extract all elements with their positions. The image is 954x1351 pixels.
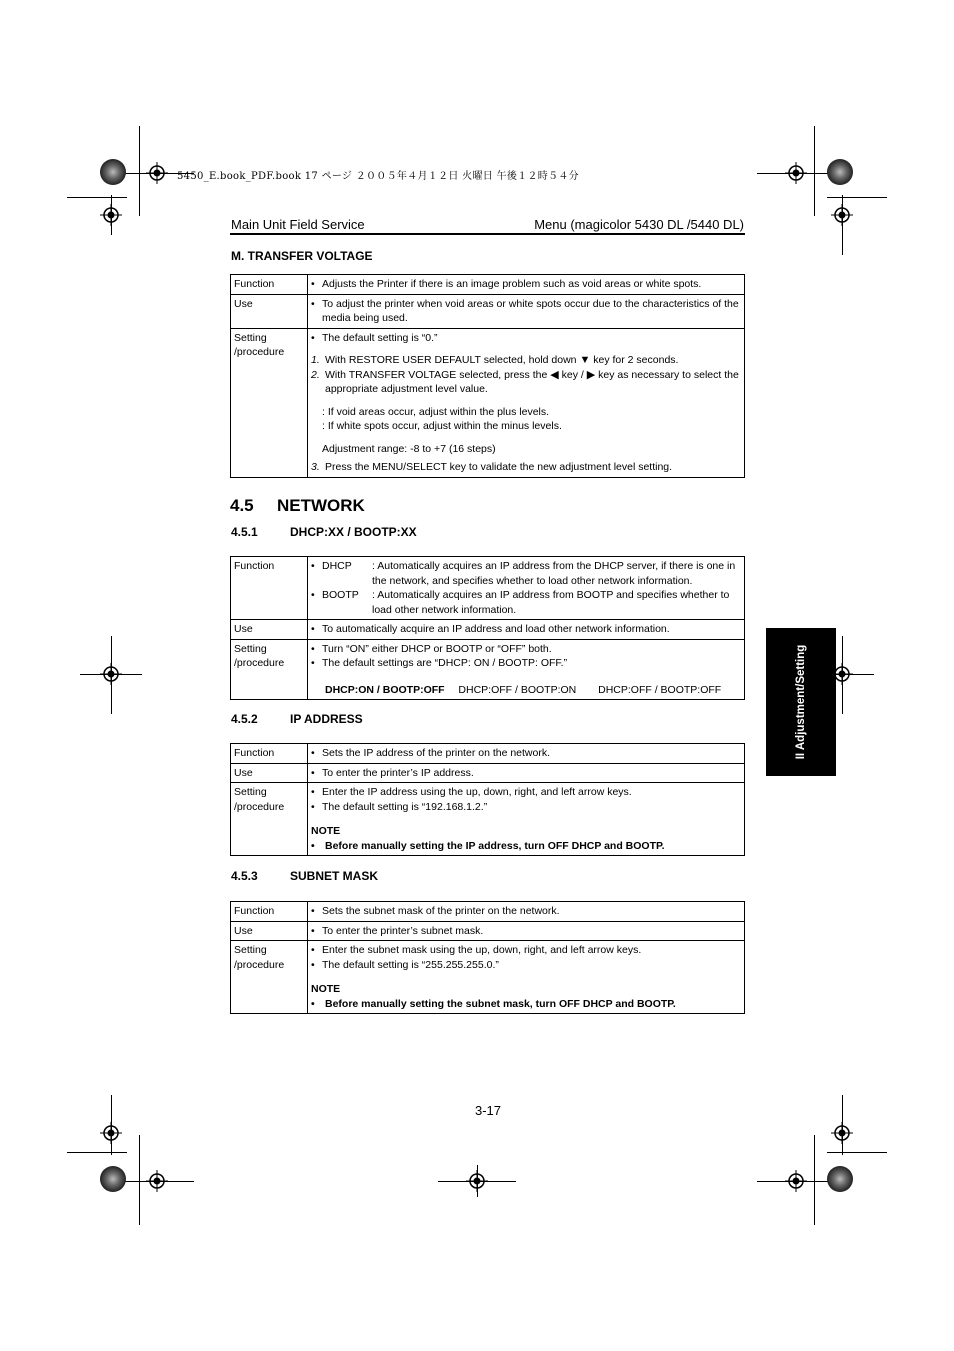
row-content: • Sets the IP address of the printer on the network. — [308, 744, 745, 764]
table-row — [231, 744, 745, 764]
registration-mark-icon — [100, 1122, 122, 1144]
header-rule — [230, 233, 745, 235]
setting-option: DHCP:OFF / BOOTP:ON — [458, 683, 577, 696]
row-content: • The default setting is “0.” 1. With RESTORE USER DEFAULT selected, hold down ▼ key for 2 seconds. 2. With TRANSFER VOLTAGE selected, press the ◀ key / ▶ key as necessary to select the appropriate adjustment level value. : If void areas occur, adjust within the plus levels. : If white spots occur, adjust within the minus levels. Adjustment range: -8 to +7 (16 steps) 3. Press the MENU/SELECT key to validate the new adjustment level setting. — [308, 328, 745, 477]
row-label: Function — [231, 744, 308, 764]
color-target-icon — [827, 1166, 853, 1192]
registration-mark-icon — [785, 1170, 807, 1192]
color-target-icon — [827, 159, 853, 185]
registration-mark-icon — [466, 1170, 488, 1192]
row-label: Function — [231, 902, 308, 922]
row-label: Use — [231, 294, 308, 328]
note-text: • Before manually setting the IP address, turn OFF DHCP and BOOTP. — [311, 839, 741, 854]
subnet-mask-table — [230, 901, 745, 1014]
down-arrow-key-icon: ▼ — [579, 354, 591, 366]
running-header-left: Main Unit Field Service — [231, 217, 365, 232]
table-row — [231, 902, 745, 922]
procedure-step: 3. Press the MENU/SELECT key to validate the new adjustment level setting. — [311, 461, 673, 473]
chapter-side-tab — [766, 628, 836, 776]
note-label: NOTE — [311, 825, 341, 837]
section-title-ip-address: 4.5.2 IP ADDRESS — [231, 712, 363, 726]
table-row — [231, 921, 745, 941]
row-content: • Sets the subnet mask of the printer on the network. — [308, 902, 745, 922]
print-metadata: 5450_E.book_PDF.book 17 ページ ２００５年４月１２日 火曜日 午後１２時５４分 — [177, 171, 579, 182]
page-number: 3-17 — [475, 1103, 502, 1118]
table-row — [231, 639, 745, 700]
table-row — [231, 941, 745, 1014]
registration-mark-icon — [785, 162, 807, 184]
transfer-voltage-table — [230, 274, 745, 478]
row-label: Use — [231, 620, 308, 640]
section-title-network: 4.5 NETWORK — [230, 496, 365, 515]
chapter-side-tab-label: II Adjustment/Setting — [795, 644, 807, 760]
dhcp-bootp-table — [230, 556, 745, 700]
table-row — [231, 763, 745, 783]
setting-option: DHCP:OFF / BOOTP:OFF — [598, 683, 722, 696]
procedure-step: 1. With RESTORE USER DEFAULT selected, hold down ▼ key for 2 seconds. — [311, 354, 679, 366]
registration-mark-icon — [146, 1170, 168, 1192]
row-content: • Enter the IP address using the up, down, right, and left arrow keys. • The default setting is “192.168.1.2.” NOTE • Before manually setting the IP address, turn OFF DHCP and BOOTP. — [308, 783, 745, 856]
row-label: Use — [231, 921, 308, 941]
row-content: • Adjusts the Printer if there is an image problem such as void areas or white spots. — [308, 275, 745, 295]
registration-mark-icon — [831, 204, 853, 226]
right-arrow-key-icon: ▶ — [586, 368, 596, 381]
row-content: • To enter the printer’s IP address. — [308, 763, 745, 783]
row-label: Function — [231, 557, 308, 620]
row-content: • To enter the printer’s subnet mask. — [308, 921, 745, 941]
row-content: • To automatically acquire an IP address and load other network information. — [308, 620, 745, 640]
left-arrow-key-icon: ◀ — [550, 368, 559, 381]
row-content: • Turn “ON” either DHCP or BOOTP or “OFF” both. • The default settings are “DHCP: ON / BOOTP: OFF.” DHCP:ON / BOOTP:OFF DHCP:OFF / BOOTP:ON DHCP:OFF / BOOTP:OFF — [308, 639, 745, 700]
table-row — [231, 557, 745, 620]
section-title-dhcp-bootp: 4.5.1 DHCP:XX / BOOTP:XX — [231, 525, 417, 539]
table-row — [231, 783, 745, 856]
row-label: Setting /procedure — [231, 783, 308, 856]
registration-mark-icon — [831, 1122, 853, 1144]
row-label: Use — [231, 763, 308, 783]
row-label: Setting /procedure — [231, 639, 308, 700]
table-row — [231, 275, 745, 295]
ip-address-table — [230, 743, 745, 856]
color-target-icon — [100, 1166, 126, 1192]
table-row — [231, 620, 745, 640]
row-content: • Enter the subnet mask using the up, down, right, and left arrow keys. • The default setting is “255.255.255.0.” NOTE • Before manually setting the subnet mask, turn OFF DHCP and BOOTP. — [308, 941, 745, 1014]
table-row — [231, 328, 745, 477]
row-label: Setting /procedure — [231, 941, 308, 1014]
note-label: NOTE — [311, 983, 341, 995]
row-label: Function — [231, 275, 308, 295]
note-text: • Before manually setting the subnet mask, turn OFF DHCP and BOOTP. — [311, 997, 741, 1012]
section-title-transfer-voltage: M. TRANSFER VOLTAGE — [231, 249, 373, 263]
running-header-right: Menu (magicolor 5430 DL /5440 DL) — [534, 217, 744, 232]
registration-mark-icon — [146, 162, 168, 184]
section-title-subnet-mask: 4.5.3 SUBNET MASK — [231, 869, 379, 883]
row-label: Setting /procedure — [231, 328, 308, 477]
row-content: • To adjust the printer when void areas or white spots occur due to the characteristics of the media being used. — [308, 294, 745, 328]
table-row — [231, 294, 745, 328]
setting-options — [311, 683, 741, 698]
procedure-step: 2. With TRANSFER VOLTAGE selected, press the ◀ key / ▶ key as necessary to select the appropriate adjustment level value. — [311, 368, 739, 395]
color-target-icon — [100, 159, 126, 185]
registration-mark-icon — [100, 663, 122, 685]
row-content: • DHCP : Automatically acquires an IP address from the DHCP server, if there is one in the network, and specifies whether to load other network information. • BOOTP : Automatically acquires an IP address from BOOTP and specifies whether to load other network information. — [308, 557, 745, 620]
registration-mark-icon — [100, 204, 122, 226]
setting-option-selected: DHCP:ON / BOOTP:OFF — [325, 683, 445, 696]
